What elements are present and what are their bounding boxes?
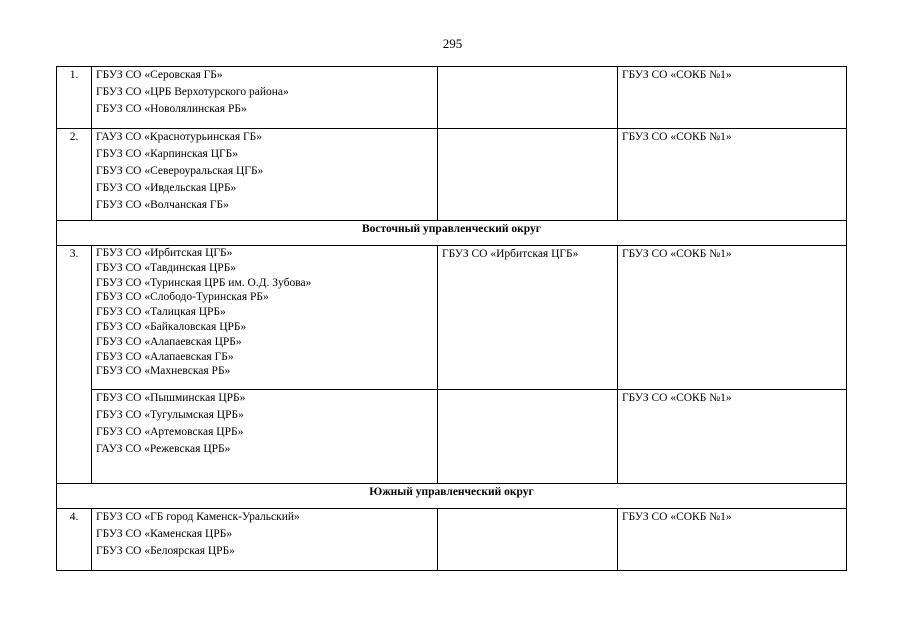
organization-name: ГБУЗ СО «Алапаевская ЦРБ» xyxy=(96,335,242,348)
organization-name: ГБУЗ СО «Ивдельская ЦРБ» xyxy=(96,182,237,194)
organization-name: ГБУЗ СО «Байкаловская ЦРБ» xyxy=(96,320,247,333)
table-row xyxy=(57,129,847,221)
table-row xyxy=(57,509,847,571)
organization-name: ГБУЗ СО «Карпинская ЦГБ» xyxy=(96,148,239,160)
organization-name: ГБУЗ СО «Пышминская ЦРБ» xyxy=(96,392,246,404)
organizations-cell xyxy=(92,390,438,484)
organization-name: ГБУЗ СО «Тавдинская ЦРБ» xyxy=(96,261,237,274)
routing-table xyxy=(56,66,847,571)
organization-name: ГАУЗ СО «Режевская ЦРБ» xyxy=(96,443,231,455)
organization-name: ГБУЗ СО «Туринская ЦРБ им. О.Д. Зубова» xyxy=(96,276,312,289)
table-row xyxy=(57,67,847,129)
organization-name: ГБУЗ СО «Тугулымская ЦРБ» xyxy=(96,409,244,421)
organization-name: ГБУЗ СО «ГБ город Каменск-Уральский» xyxy=(96,511,300,523)
organizations-cell xyxy=(92,129,438,221)
intermediate-facility-cell xyxy=(438,390,618,484)
reference-facility-cell: ГБУЗ СО «СОКБ №1» xyxy=(618,246,847,390)
intermediate-facility-cell xyxy=(438,67,618,129)
organization-name: ГБУЗ СО «ЦРБ Верхотурского района» xyxy=(96,86,289,98)
page-number: 295 xyxy=(442,36,463,51)
organization-name: ГБУЗ СО «Новолялинская РБ» xyxy=(96,103,247,115)
organization-name: ГБУЗ СО «Артемовская ЦРБ» xyxy=(96,426,244,438)
section-heading-south: Южный управленческий округ xyxy=(57,484,847,509)
organization-name: ГБУЗ СО «Белоярская ЦРБ» xyxy=(96,545,235,557)
intermediate-facility-cell xyxy=(438,509,618,571)
organization-name: ГБУЗ СО «Волчанская ГБ» xyxy=(96,199,229,211)
row-number: 1. xyxy=(57,67,92,129)
reference-facility-cell: ГБУЗ СО «СОКБ №1» xyxy=(618,129,847,221)
organization-name: ГБУЗ СО «Махневская РБ» xyxy=(96,365,231,378)
organization-name: ГБУЗ СО «Североуральская ЦГБ» xyxy=(96,165,264,177)
section-row xyxy=(57,484,847,509)
row-number: 2. xyxy=(57,129,92,221)
table-row xyxy=(57,246,847,390)
organization-name: ГБУЗ СО «Ирбитская ЦГБ» xyxy=(96,247,233,259)
organization-name: ГБУЗ СО «Алапаевская ГБ» xyxy=(96,350,234,363)
organization-name: ГБУЗ СО «Каменская ЦРБ» xyxy=(96,528,233,540)
reference-facility-cell: ГБУЗ СО «СОКБ №1» xyxy=(618,509,847,571)
reference-facility-cell: ГБУЗ СО «СОКБ №1» xyxy=(618,390,847,484)
organization-name: ГБУЗ СО «Талицкая ЦРБ» xyxy=(96,306,226,319)
organizations-cell xyxy=(92,67,438,129)
organization-name: ГБУЗ СО «Серовская ГБ» xyxy=(96,69,223,81)
row-number: 4. xyxy=(57,509,92,571)
table-row xyxy=(57,390,847,484)
organizations-cell xyxy=(92,246,438,390)
section-heading-east: Восточный управленческий округ xyxy=(57,221,847,246)
intermediate-facility-cell: ГБУЗ СО «Ирбитская ЦГБ» xyxy=(438,246,618,390)
reference-facility-cell: ГБУЗ СО «СОКБ №1» xyxy=(618,67,847,129)
intermediate-facility-cell xyxy=(438,129,618,221)
organization-name: ГБУЗ СО «Слободо-Туринская РБ» xyxy=(96,291,269,304)
row-number: 3. xyxy=(57,246,92,484)
organizations-cell xyxy=(92,509,438,571)
organization-name: ГАУЗ СО «Краснотурьинская ГБ» xyxy=(96,131,263,143)
section-row xyxy=(57,221,847,246)
